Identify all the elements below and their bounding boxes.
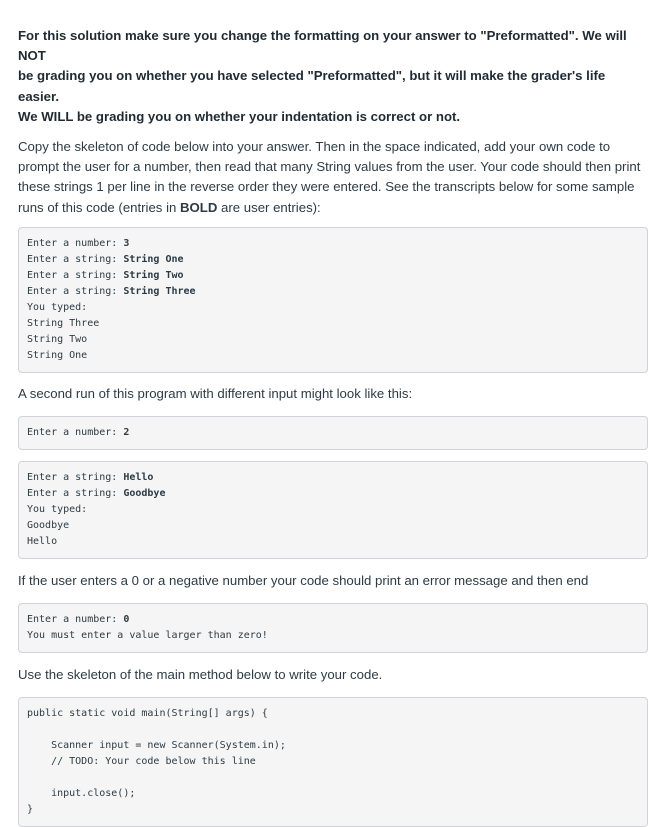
- sample-transcript-3: [18, 603, 648, 653]
- prompt-text: Enter a string:: [27, 285, 124, 297]
- code-line: }: [27, 804, 34, 816]
- transcript-line: [27, 425, 639, 441]
- transcript-line: [27, 268, 639, 284]
- sample-transcript-2b: [18, 461, 648, 559]
- code-line: input.close();: [27, 788, 136, 800]
- code-line: public static void main(String[] args) {: [27, 708, 268, 720]
- prompt-text: Enter a string:: [27, 488, 124, 500]
- transcript-line: [27, 284, 639, 300]
- user-entry: String Two: [123, 269, 184, 281]
- bold-keyword: BOLD: [180, 199, 218, 215]
- transcript-output: String One: [27, 349, 88, 361]
- prompt-text: Enter a string:: [27, 253, 124, 265]
- user-entry: String One: [123, 253, 184, 265]
- user-entry: String Three: [123, 285, 196, 297]
- prompt-text: Enter a string:: [27, 269, 124, 281]
- transcript-line: [27, 252, 639, 268]
- transcript-output: Hello: [27, 536, 58, 548]
- transcript-output: Goodbye: [27, 520, 70, 532]
- code-line: // TODO: Your code below this line: [27, 756, 256, 768]
- second-run-text: A second run of this program with different input might look like this:: [18, 385, 413, 401]
- user-entry: 3: [123, 237, 130, 249]
- transcript-line: [27, 236, 639, 252]
- error-output: You must enter a value larger than zero!: [27, 630, 268, 642]
- formatting-instructions: [18, 26, 648, 127]
- instructions-line-4b: are user entries):: [217, 199, 321, 215]
- user-entry: 2: [123, 427, 130, 439]
- sample-transcript-1: [18, 227, 648, 373]
- skeleton-text: Use the skeleton of the main method below to write your code.: [18, 667, 383, 683]
- transcript-line: You typed:: [27, 301, 88, 313]
- prompt-text: Enter a number:: [27, 614, 124, 626]
- instructions-line-2: prompt the user for a number, then read that many String values from the user. Your code should then print: [18, 159, 641, 175]
- code-skeleton: [18, 697, 648, 827]
- code-line: [27, 770, 639, 786]
- task-instructions: [18, 137, 648, 218]
- assignment-description: [18, 26, 648, 827]
- transcript-line: [27, 470, 639, 486]
- prompt-text: Enter a string:: [27, 472, 124, 484]
- prompt-text: Enter a number:: [27, 237, 124, 249]
- intro-line-2: be grading you on whether you have selected "Preformatted", but it will make the grader's life easier.: [18, 68, 606, 104]
- transcript-line: [27, 612, 639, 628]
- code-line: Scanner input = new Scanner(System.in);: [27, 740, 286, 752]
- instructions-line-3: these strings 1 per line in the reverse order they were entered. See the transcripts below for some sample: [18, 179, 635, 195]
- user-entry: Hello: [123, 472, 154, 484]
- sample-transcript-2a: [18, 416, 648, 450]
- error-case-text: If the user enters a 0 or a negative number your code should print an error message and then end: [18, 573, 589, 589]
- prompt-text: Enter a number:: [27, 427, 124, 439]
- transcript-output: String Two: [27, 333, 88, 345]
- intro-line-3: We WILL be grading you on whether your indentation is correct or not.: [18, 108, 461, 124]
- transcript-line: You typed:: [27, 504, 88, 516]
- user-entry: 0: [123, 614, 130, 626]
- instructions-line-4a: runs of this code (entries in: [18, 199, 180, 215]
- transcript-output: String Three: [27, 317, 100, 329]
- instructions-line-1: Copy the skeleton of code below into your answer. Then in the space indicated, add your own code to: [18, 139, 611, 155]
- user-entry: Goodbye: [123, 488, 166, 500]
- code-line: [27, 722, 639, 738]
- transcript-line: [27, 486, 639, 502]
- intro-line-1: For this solution make sure you change the formatting on your answer to "Preformatted". We will NOT: [18, 28, 627, 64]
